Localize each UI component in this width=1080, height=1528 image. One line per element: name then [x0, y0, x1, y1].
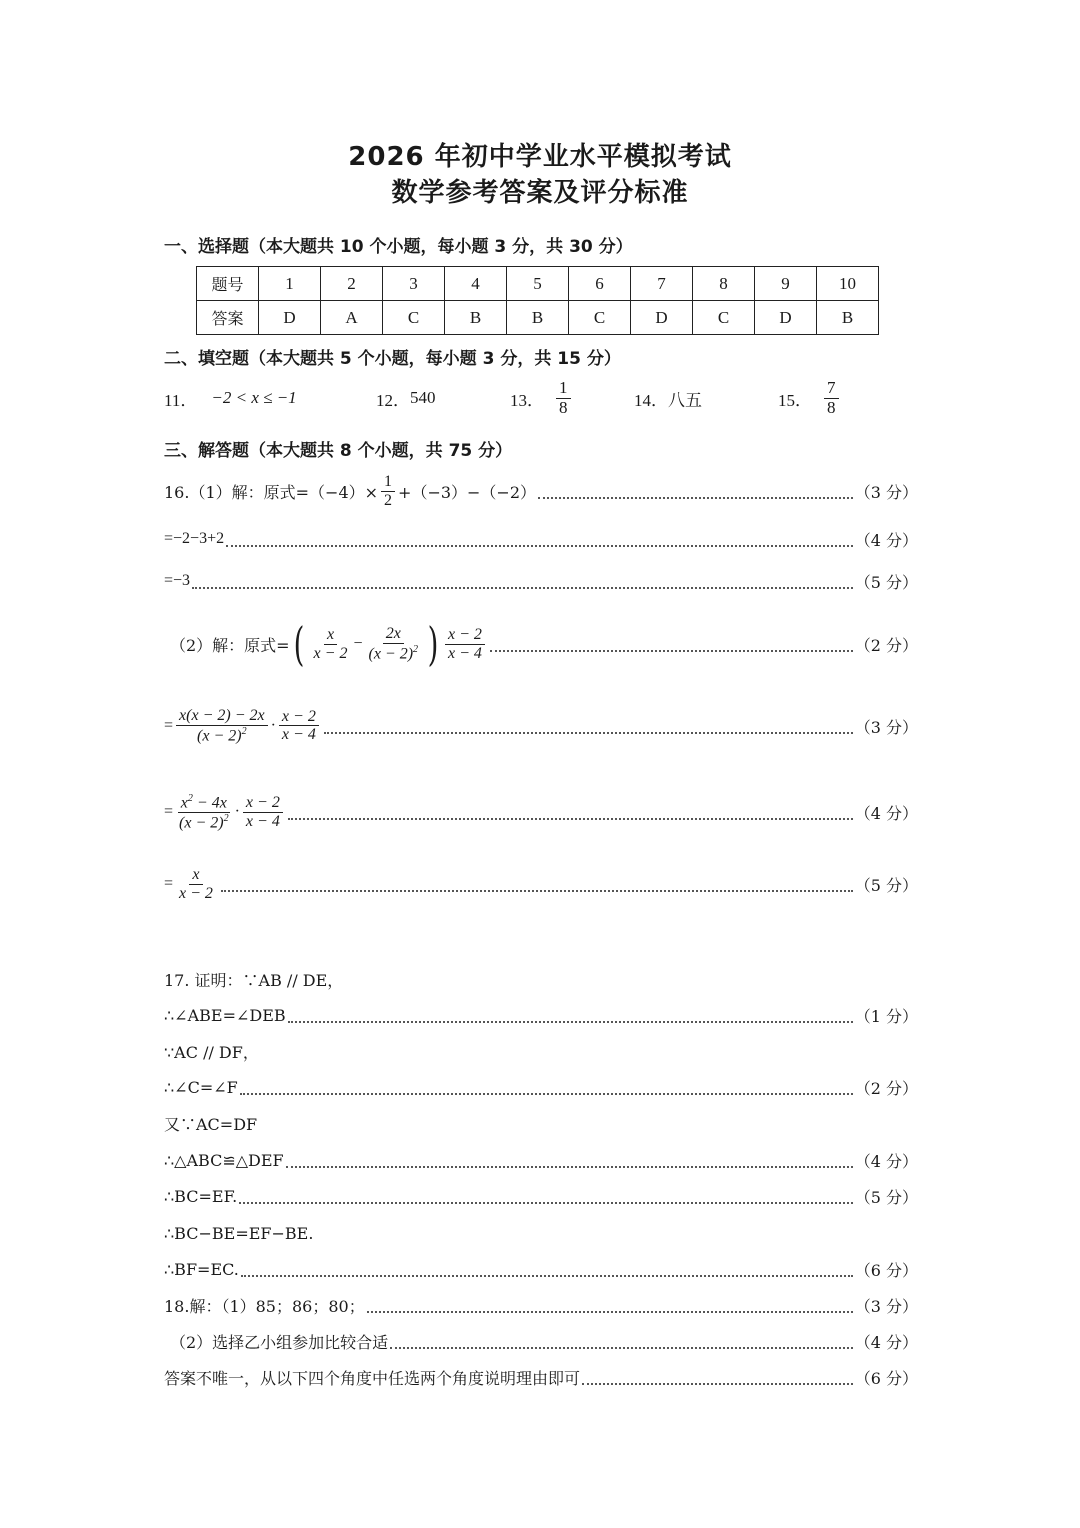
section1-heading: 一、选择题（本大题共 10 个小题，每小题 3 分，共 30 分） [164, 237, 633, 257]
proof-text: 又∵AC=DF [164, 1114, 258, 1134]
expression-text: =−3 [164, 572, 191, 589]
table-cell: D [631, 301, 693, 335]
q18-line-1 [164, 1290, 918, 1320]
multiply-dot: · [270, 716, 276, 734]
answer-value: −2 < x ≤ −1 [211, 388, 297, 407]
numerator [178, 793, 230, 813]
row-label: 答案 [197, 301, 259, 335]
fraction [176, 866, 216, 902]
proof-text: 17. 证明：∵AB // DE， [164, 970, 344, 990]
q18-line-2 [164, 1326, 918, 1356]
q17-line-1 [164, 964, 918, 994]
leader-dots [288, 1020, 853, 1023]
q16-part2-line-4 [164, 856, 918, 912]
proof-text: ∴BC=EF. [164, 1186, 238, 1206]
denominator: 2 [384, 491, 393, 509]
solution-text: 18.解：（1）85；86；80； [164, 1296, 365, 1316]
fraction [365, 625, 421, 663]
leader-dots [241, 1274, 853, 1277]
score-label: （3 分） [854, 1296, 918, 1316]
page-subtitle: 数学参考答案及评分标准 [391, 178, 689, 208]
denominator: x − 4 [281, 726, 316, 744]
q17-line-9 [164, 1254, 918, 1284]
fraction [445, 626, 485, 662]
answer-value: 540 [410, 388, 436, 407]
exponent: 2 [223, 812, 229, 824]
leader-dots [226, 544, 853, 547]
numerator: x − 2 [445, 626, 485, 645]
score-label: （4 分） [854, 530, 918, 550]
multiply-dot: · [234, 803, 240, 820]
score-label: （4 分） [854, 803, 918, 823]
table-cell: 7 [631, 267, 693, 301]
score-label: （6 分） [854, 1368, 918, 1388]
table-cell: B [817, 301, 879, 335]
table-cell: D [259, 301, 321, 335]
table-cell: A [321, 301, 383, 335]
numerator: 1 [381, 473, 395, 492]
denominator-base: (x − 2) [368, 645, 414, 663]
leader-dots [192, 586, 853, 589]
numerator-rest: − 4x [192, 793, 227, 811]
expression-text: 16.（1）解：原式=（−4）× [164, 482, 379, 502]
q16-line-1 [164, 466, 918, 516]
table-cell: B [445, 301, 507, 335]
score-label: （1 分） [854, 1006, 918, 1026]
fraction [556, 379, 571, 417]
denominator: x − 4 [245, 812, 280, 830]
exponent: 2 [241, 725, 247, 737]
q17-line-6 [164, 1145, 918, 1175]
denominator: 8 [827, 397, 836, 417]
fraction [279, 708, 319, 744]
section3-heading: 三、解答题（本大题共 8 个小题，共 75 分） [164, 441, 513, 461]
exponent: 2 [187, 792, 193, 804]
question-number-row [197, 267, 879, 301]
table-cell: C [383, 301, 445, 335]
leader-dots [367, 1310, 853, 1313]
table-cell: 8 [693, 267, 755, 301]
solution-text: （2）选择乙小组参加比较合适 [170, 1332, 389, 1352]
numerator: x [189, 866, 202, 885]
denominator [194, 726, 250, 745]
question-label: 12． [376, 390, 410, 410]
expression-text: （2）解：原式= [170, 635, 290, 655]
leader-dots [240, 1092, 853, 1095]
table-cell: C [693, 301, 755, 335]
q16-line-3 [164, 566, 918, 596]
q17-line-4 [164, 1072, 918, 1102]
score-label: （3 分） [854, 717, 918, 737]
row-label: 题号 [197, 267, 259, 301]
denominator [365, 644, 421, 663]
q18-line-3 [164, 1362, 918, 1392]
score-label: （5 分） [854, 572, 918, 592]
fraction [381, 473, 395, 509]
table-cell: 3 [383, 267, 445, 301]
fill-answer-11 [164, 370, 297, 426]
question-label: 15． [778, 390, 812, 410]
score-label: （3 分） [854, 482, 918, 502]
numerator: x [324, 626, 337, 645]
fill-answer-15 [778, 370, 842, 426]
fill-answer-13 [510, 370, 574, 426]
question-label: 13． [510, 390, 544, 410]
leader-dots [390, 1346, 853, 1349]
equals-sign: = [164, 803, 174, 820]
table-cell: 4 [445, 267, 507, 301]
fraction [243, 794, 283, 830]
score-label: （5 分） [854, 875, 918, 895]
solution-text: 答案不唯一，从以下四个角度中任选两个角度说明理由即可 [164, 1368, 581, 1388]
leader-dots [286, 1165, 853, 1168]
denominator: x − 2 [179, 884, 213, 902]
numerator: x(x − 2) − 2x [176, 707, 268, 726]
proof-text: ∴BC−BE=EF−BE. [164, 1223, 314, 1243]
table-cell: 10 [817, 267, 879, 301]
table-cell: D [755, 301, 817, 335]
leader-dots [538, 496, 853, 499]
right-paren: ) [427, 617, 439, 671]
fraction [176, 707, 268, 745]
q16-line-2 [164, 524, 918, 554]
score-label: （2 分） [854, 1078, 918, 1098]
leader-dots [582, 1382, 853, 1385]
numerator-base: x [180, 793, 188, 811]
proof-text: ∴∠ABE=∠DEB [164, 1005, 286, 1025]
fraction [311, 626, 351, 662]
equals-sign: = [164, 875, 174, 892]
fill-answer-14 [634, 370, 702, 426]
fill-answer-12 [376, 370, 436, 426]
table-cell: 2 [321, 267, 383, 301]
score-label: （6 分） [854, 1260, 918, 1280]
question-label: 11． [164, 390, 198, 410]
q16-part2-line-3 [164, 782, 918, 842]
numerator: x − 2 [279, 708, 319, 727]
question-label: 14． [634, 390, 668, 410]
table-cell: C [569, 301, 631, 335]
answer-value: 八五 [668, 390, 702, 410]
expression-text: +（−3）−（−2） [398, 482, 537, 502]
q16-part2-line-1 [164, 612, 918, 676]
numerator: x − 2 [243, 794, 283, 813]
page-title: 2026 年初中学业水平模拟考试 [348, 142, 732, 172]
leader-dots [324, 731, 853, 734]
score-label: （4 分） [854, 1151, 918, 1171]
section2-heading: 二、填空题（本大题共 5 个小题，每小题 3 分，共 15 分） [164, 349, 621, 369]
table-cell: 5 [507, 267, 569, 301]
denominator: 8 [559, 397, 568, 417]
operator: − [353, 635, 363, 652]
q17-line-3 [164, 1036, 918, 1066]
table-cell: 1 [259, 267, 321, 301]
table-cell: 9 [755, 267, 817, 301]
leader-dots [221, 889, 853, 892]
proof-text: ∴BF=EC. [164, 1259, 239, 1279]
answer-row [197, 301, 879, 335]
table-cell: B [507, 301, 569, 335]
score-label: （2 分） [854, 635, 918, 655]
left-paren: ( [293, 617, 304, 671]
denominator: x − 4 [448, 644, 482, 662]
proof-text: ∵AC // DF， [164, 1042, 259, 1062]
q17-line-8 [164, 1218, 918, 1248]
fraction [176, 793, 232, 832]
exponent: 2 [413, 643, 419, 655]
score-label: （4 分） [854, 1332, 918, 1352]
q17-line-7 [164, 1181, 918, 1211]
expression-text: =−2−3+2 [164, 530, 225, 547]
leader-dots [288, 817, 853, 820]
score-label: （5 分） [854, 1187, 918, 1207]
table-cell: 6 [569, 267, 631, 301]
numerator: 7 [824, 379, 839, 399]
proof-text: ∴∠C=∠F [164, 1077, 238, 1097]
q17-line-5 [164, 1108, 918, 1138]
denominator: x − 2 [313, 644, 348, 662]
numerator: 2x [383, 625, 404, 644]
denominator [176, 813, 232, 832]
fraction [824, 379, 839, 417]
leader-dots [239, 1201, 852, 1204]
proof-text: ∴△ABC≌△DEF [164, 1150, 284, 1170]
denominator-base: (x − 2) [197, 727, 242, 745]
leader-dots [490, 649, 853, 652]
numerator: 1 [556, 379, 571, 399]
q17-line-2 [164, 1000, 918, 1030]
equals-sign: = [164, 716, 174, 734]
q16-part2-line-2 [164, 696, 918, 756]
denominator-base: (x − 2) [179, 813, 224, 831]
multiple-choice-answer-table [196, 266, 879, 335]
